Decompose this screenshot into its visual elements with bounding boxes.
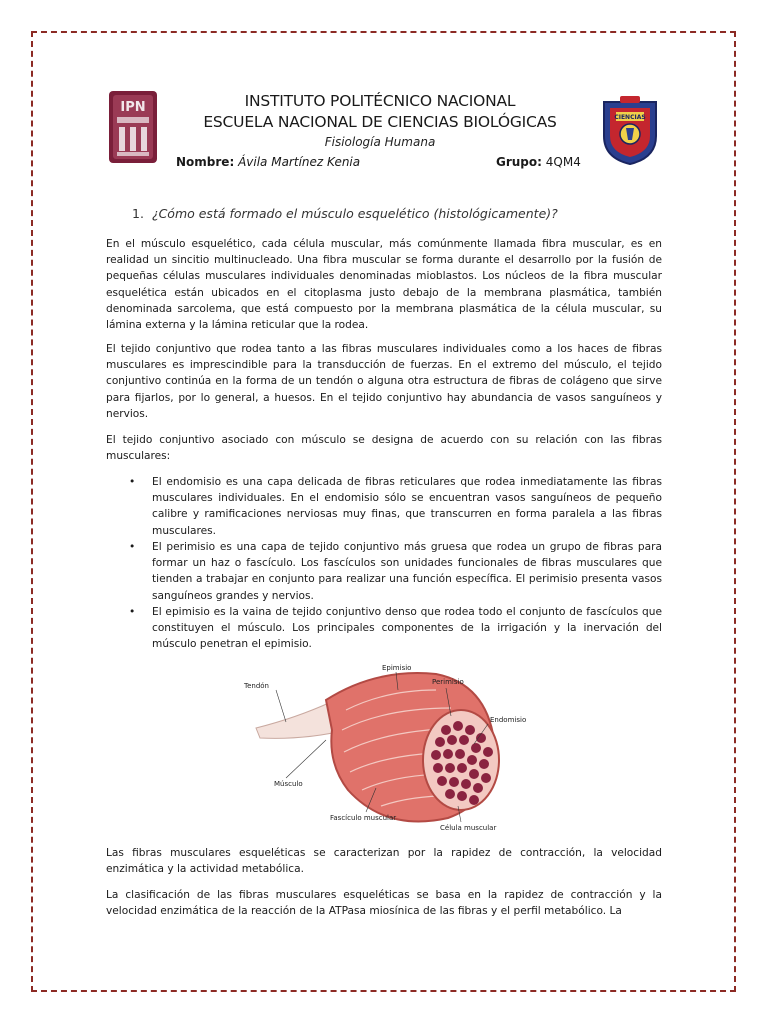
name-label: Nombre: <box>176 155 235 169</box>
label-epimisio: Epimisio <box>382 664 412 672</box>
label-musculo: Músculo <box>274 780 303 788</box>
group-label: Grupo: <box>496 155 542 169</box>
encb-logo-text: CIENCIAS <box>614 114 646 121</box>
encb-logo <box>598 92 662 166</box>
label-tendon: Tendón <box>244 682 269 690</box>
institution-name: INSTITUTO POLITÉCNICO NACIONAL <box>244 92 516 110</box>
list-item <box>106 604 662 653</box>
paragraph-1: En el músculo esquelético, cada célula muscular, más comúnmente llamada fibra muscular, es en realidad un sincitio multinucleado. Una fibra muscular se forma durante el desarrollo por la fusión de pequeñas células musculares individuales denominadas mioblastos. Los núcleos de la fibra muscular esquelética están ubicados en el citoplasma justo debajo de la membrana plasmática, también denominada sarcolema, que está compuesto por la membrana plasmática de la célula muscular, su lámina externa y la lámina reticular que la rodea. <box>106 238 662 332</box>
label-celula: Célula muscular <box>440 824 497 832</box>
paragraph-5: La clasificación de las fibras musculares esqueléticas se basa en la rapidez de contracción y la velocidad enzimática de la reacción de la ATPasa miosínica de las fibras y el perfil metabólico. La <box>106 889 662 918</box>
list-item-text: El perimisio es una capa de tejido conjuntivo más gruesa que rodea un grupo de fibras para formar un haz o fascículo. Los fascículos son unidades funcionales de fibras musculares que tienden a trabajar en conjunto para realizar una función específica. El perimisio presenta vasos sanguíneos grandes y nervios. <box>152 541 662 602</box>
list-item-text: El epimisio es la vaina de tejido conjuntivo denso que rodea todo el conjunto de fascículos que constituyen el músculo. Los principales componentes de la irrigación y la inervación del músculo penetran el epimisio. <box>152 606 662 651</box>
school-name: ESCUELA NACIONAL DE CIENCIAS BIOLÓGICAS <box>203 113 557 131</box>
group-value: 4QM4 <box>545 155 581 169</box>
subject-name: Fisiología Humana <box>324 135 436 149</box>
label-perimisio: Perimisio <box>432 678 464 686</box>
tissue-list <box>106 474 662 653</box>
label-fasciculo: Fascículo muscular <box>330 814 397 822</box>
group-row <box>496 155 581 169</box>
ipn-logo <box>107 89 159 165</box>
label-endomisio: Endomisio <box>490 716 527 724</box>
list-item <box>106 474 662 539</box>
student-name-row <box>176 155 360 169</box>
bullet-marker: • <box>129 476 136 488</box>
name-value: Ávila Martínez Kenia <box>238 155 361 169</box>
list-item-text: El endomisio es una capa delicada de fibras reticulares que rodea inmediatamente las fibras musculares individuales. En el endomisio sólo se encuentran vasos sanguíneos de pequeño calibre y ramificaciones nerviosas muy finas, que transcurren en forma paralela a las fibras musculares. <box>152 476 662 537</box>
list-item <box>106 539 662 604</box>
paragraph-3: El tejido conjuntivo asociado con músculo se designa de acuerdo con su relación con las fibras musculares: <box>106 434 662 463</box>
question-number: 1. <box>132 206 144 221</box>
paragraph-4: Las fibras musculares esqueléticas se caracterizan por la rapidez de contracción, la velocidad enzimática y la actividad metabólica. <box>106 847 662 876</box>
bullet-marker: • <box>129 541 136 553</box>
question-text: ¿Cómo está formado el músculo esquelético (histológicamente)? <box>151 206 558 221</box>
muscle-diagram <box>236 660 532 836</box>
paragraph-2: El tejido conjuntivo que rodea tanto a las fibras musculares individuales como a los haces de fibras musculares es imprescindible para la transducción de fuerzas. En el extremo del músculo, el tejido conjuntivo continúa en la forma de un tendón o alguna otra estructura de fibras de colágeno que sirve para fijarlos, por lo general, a huesos. En el tejido conjuntivo hay abundancia de vasos sanguíneos y nervios. <box>106 343 662 420</box>
bullet-marker: • <box>129 606 136 618</box>
ipn-logo-text: IPN <box>120 100 146 115</box>
question-heading <box>132 206 558 221</box>
